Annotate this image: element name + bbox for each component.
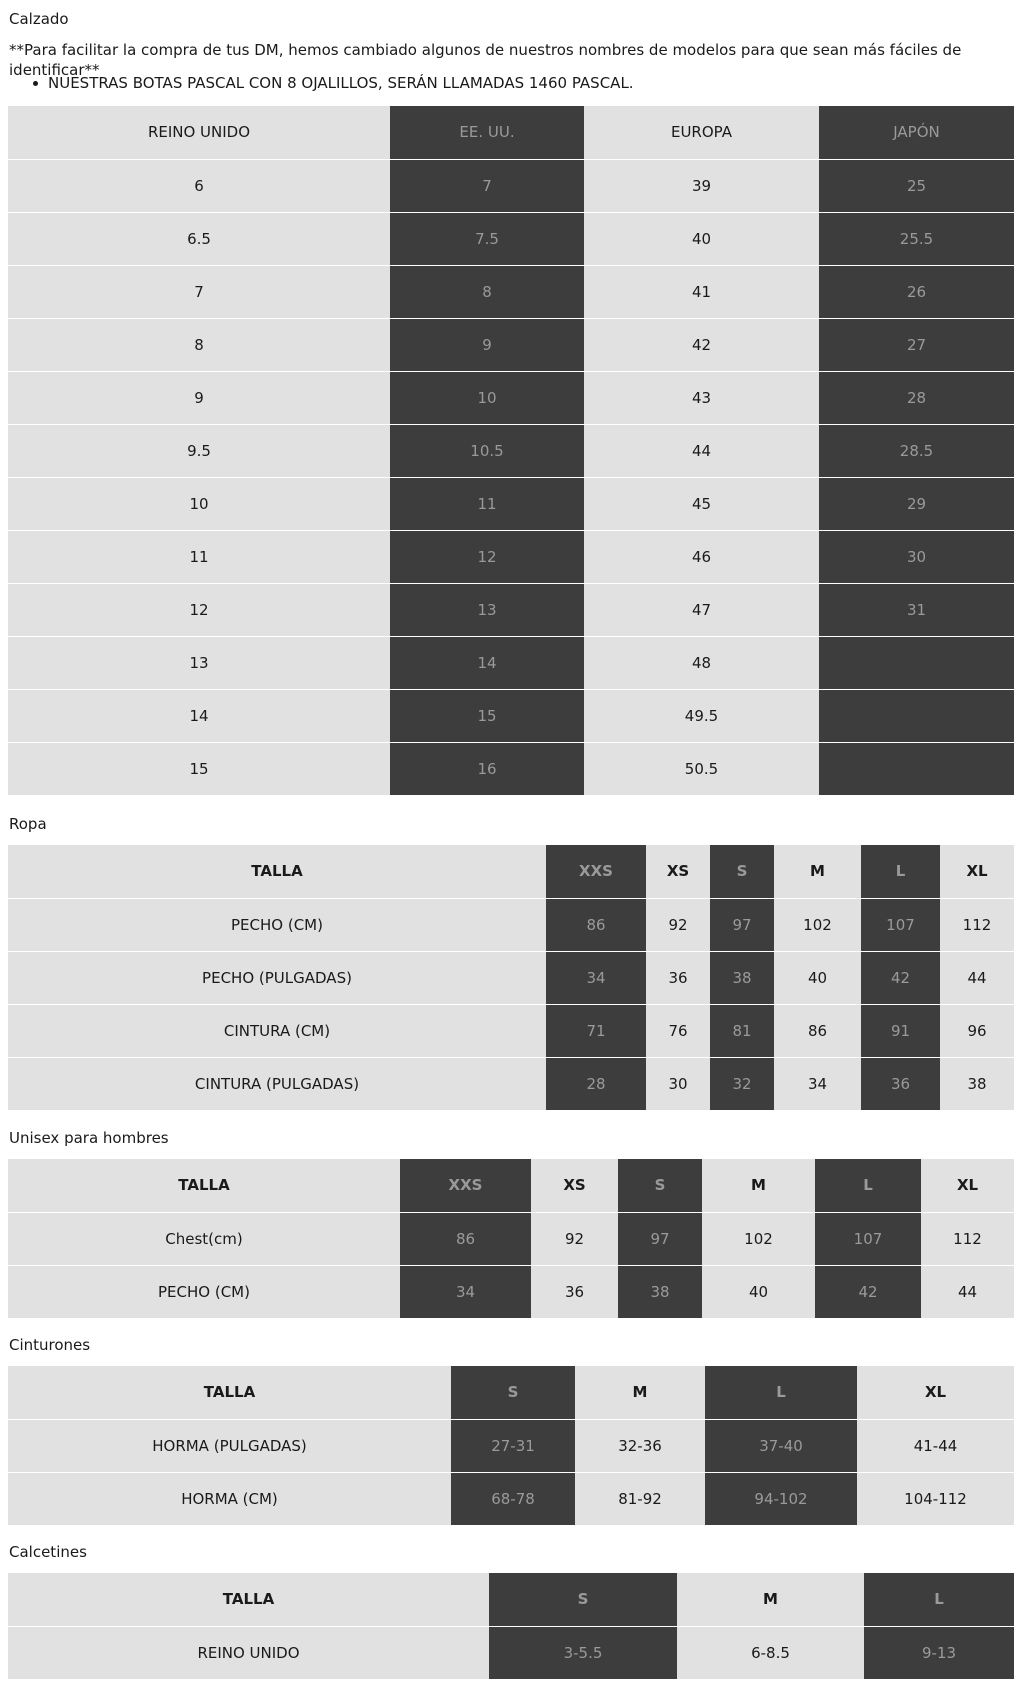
table-row [8, 318, 1014, 371]
table-cell: 86 [546, 898, 646, 951]
table-cell [819, 742, 1014, 795]
column-header: S [489, 1573, 677, 1626]
table-header-row [8, 1366, 1014, 1419]
table-cell: CINTURA (PULGADAS) [8, 1057, 546, 1110]
table-row [8, 1057, 1014, 1110]
column-header: S [710, 845, 774, 898]
table-cell: 36 [861, 1057, 940, 1110]
table-cell: 15 [390, 689, 584, 742]
table-cell: 8 [8, 318, 390, 371]
column-header: EUROPA [584, 106, 819, 159]
column-header: L [861, 845, 940, 898]
table-cell: 34 [546, 951, 646, 1004]
table-header-row [8, 845, 1014, 898]
column-header: TALLA [8, 1159, 400, 1212]
table-cell [819, 636, 1014, 689]
table-row [8, 265, 1014, 318]
table-cell: 76 [646, 1004, 710, 1057]
table-row [8, 742, 1014, 795]
table-cell: 81-92 [575, 1472, 705, 1525]
table-cell: 86 [400, 1212, 531, 1265]
table-row [8, 530, 1014, 583]
column-header: M [677, 1573, 864, 1626]
column-header: M [702, 1159, 815, 1212]
table-cell: 42 [584, 318, 819, 371]
table-cell: 30 [646, 1057, 710, 1110]
table-cell: 25.5 [819, 212, 1014, 265]
footwear-size-table [8, 106, 1014, 795]
clothing-title: Ropa [9, 815, 47, 833]
notice-item: NUESTRAS BOTAS PASCAL CON 8 OJALILLOS, SERÁN LLAMADAS 1460 PASCAL. [30, 73, 634, 93]
unisex-size-table [8, 1159, 1014, 1318]
table-cell: 7 [390, 159, 584, 212]
table-cell: 29 [819, 477, 1014, 530]
column-header: XXS [546, 845, 646, 898]
table-cell: 34 [774, 1057, 861, 1110]
table-row [8, 583, 1014, 636]
table-cell: 50.5 [584, 742, 819, 795]
table-cell: 92 [531, 1212, 618, 1265]
table-cell: 6 [8, 159, 390, 212]
column-header: S [618, 1159, 702, 1212]
table-cell: 38 [940, 1057, 1014, 1110]
footwear-title: Calzado [9, 10, 69, 28]
table-cell: 25 [819, 159, 1014, 212]
table-cell: 14 [8, 689, 390, 742]
column-header: REINO UNIDO [8, 106, 390, 159]
table-header-row [8, 106, 1014, 159]
table-cell: 96 [940, 1004, 1014, 1057]
table-row [8, 371, 1014, 424]
table-cell: 32 [710, 1057, 774, 1110]
table-cell: 11 [8, 530, 390, 583]
table-cell: REINO UNIDO [8, 1626, 489, 1679]
table-row [8, 1212, 1014, 1265]
table-cell: 39 [584, 159, 819, 212]
table-cell: 13 [8, 636, 390, 689]
table-row [8, 424, 1014, 477]
socks-size-table [8, 1573, 1014, 1679]
table-cell: 107 [815, 1212, 921, 1265]
table-cell: 7.5 [390, 212, 584, 265]
table-cell: 7 [8, 265, 390, 318]
belts-title: Cinturones [9, 1336, 91, 1354]
table-cell: 6-8.5 [677, 1626, 864, 1679]
table-cell: 38 [618, 1265, 702, 1318]
notice-list [30, 73, 634, 93]
table-row [8, 689, 1014, 742]
table-cell: HORMA (CM) [8, 1472, 451, 1525]
table-cell: 71 [546, 1004, 646, 1057]
table-cell: Chest(cm) [8, 1212, 400, 1265]
column-header: XS [531, 1159, 618, 1212]
unisex-title: Unisex para hombres [9, 1129, 169, 1147]
table-cell: 12 [8, 583, 390, 636]
column-header: TALLA [8, 845, 546, 898]
table-cell: 10 [8, 477, 390, 530]
table-cell: 45 [584, 477, 819, 530]
table-cell: 97 [710, 898, 774, 951]
table-cell: 3-5.5 [489, 1626, 677, 1679]
table-cell: 37-40 [705, 1419, 857, 1472]
table-cell: 81 [710, 1004, 774, 1057]
table-cell: 27-31 [451, 1419, 575, 1472]
table-cell: 38 [710, 951, 774, 1004]
table-row [8, 1472, 1014, 1525]
table-cell: PECHO (PULGADAS) [8, 951, 546, 1004]
column-header: XL [857, 1366, 1014, 1419]
table-row [8, 1419, 1014, 1472]
column-header: XS [646, 845, 710, 898]
table-cell: 27 [819, 318, 1014, 371]
table-cell: 28.5 [819, 424, 1014, 477]
table-cell: 10.5 [390, 424, 584, 477]
table-cell [819, 689, 1014, 742]
table-cell: 11 [390, 477, 584, 530]
table-cell: CINTURA (CM) [8, 1004, 546, 1057]
table-header-row [8, 1573, 1014, 1626]
column-header: TALLA [8, 1366, 451, 1419]
table-cell: 86 [774, 1004, 861, 1057]
table-cell: 9.5 [8, 424, 390, 477]
table-cell: 9 [8, 371, 390, 424]
table-cell: 12 [390, 530, 584, 583]
table-cell: 112 [921, 1212, 1014, 1265]
table-cell: 102 [774, 898, 861, 951]
table-row [8, 477, 1014, 530]
table-row [8, 212, 1014, 265]
table-cell: 36 [531, 1265, 618, 1318]
table-cell: 15 [8, 742, 390, 795]
table-cell: 42 [861, 951, 940, 1004]
table-cell: 34 [400, 1265, 531, 1318]
socks-title: Calcetines [9, 1543, 87, 1561]
table-cell: 26 [819, 265, 1014, 318]
table-row [8, 1265, 1014, 1318]
table-cell: 42 [815, 1265, 921, 1318]
column-header: TALLA [8, 1573, 489, 1626]
table-cell: 30 [819, 530, 1014, 583]
table-header-row [8, 1159, 1014, 1212]
table-row [8, 1626, 1014, 1679]
table-cell: 40 [584, 212, 819, 265]
table-cell: 14 [390, 636, 584, 689]
table-cell: 44 [940, 951, 1014, 1004]
table-cell: 92 [646, 898, 710, 951]
column-header: L [815, 1159, 921, 1212]
table-cell: PECHO (CM) [8, 1265, 400, 1318]
table-cell: 31 [819, 583, 1014, 636]
table-cell: 10 [390, 371, 584, 424]
table-cell: 9 [390, 318, 584, 371]
table-cell: 8 [390, 265, 584, 318]
column-header: XL [940, 845, 1014, 898]
table-row [8, 898, 1014, 951]
table-cell: 112 [940, 898, 1014, 951]
column-header: S [451, 1366, 575, 1419]
table-cell: 40 [774, 951, 861, 1004]
column-header: EE. UU. [390, 106, 584, 159]
table-cell: 6.5 [8, 212, 390, 265]
table-row [8, 1004, 1014, 1057]
table-cell: 32-36 [575, 1419, 705, 1472]
table-cell: 9-13 [864, 1626, 1014, 1679]
table-cell: 94-102 [705, 1472, 857, 1525]
table-cell: 48 [584, 636, 819, 689]
table-cell: 91 [861, 1004, 940, 1057]
column-header: XXS [400, 1159, 531, 1212]
table-cell: HORMA (PULGADAS) [8, 1419, 451, 1472]
table-cell: 49.5 [584, 689, 819, 742]
table-row [8, 159, 1014, 212]
table-cell: 40 [702, 1265, 815, 1318]
table-cell: 44 [584, 424, 819, 477]
table-row [8, 951, 1014, 1004]
table-cell: 28 [546, 1057, 646, 1110]
table-cell: 16 [390, 742, 584, 795]
column-header: XL [921, 1159, 1014, 1212]
table-cell: 68-78 [451, 1472, 575, 1525]
table-cell: 36 [646, 951, 710, 1004]
table-cell: 44 [921, 1265, 1014, 1318]
clothing-size-table [8, 845, 1014, 1110]
table-cell: 46 [584, 530, 819, 583]
column-header: M [774, 845, 861, 898]
model-name-notice: **Para facilitar la compra de tus DM, hemos cambiado algunos de nuestros nombres de modelos para que sean más fáciles de identificar** [9, 41, 962, 79]
table-row [8, 636, 1014, 689]
table-cell: 13 [390, 583, 584, 636]
table-cell: 104-112 [857, 1472, 1014, 1525]
column-header: M [575, 1366, 705, 1419]
table-cell: 97 [618, 1212, 702, 1265]
table-cell: 102 [702, 1212, 815, 1265]
table-cell: 41 [584, 265, 819, 318]
table-cell: 47 [584, 583, 819, 636]
table-cell: 107 [861, 898, 940, 951]
column-header: JAPÓN [819, 106, 1014, 159]
table-cell: 41-44 [857, 1419, 1014, 1472]
belts-size-table [8, 1366, 1014, 1525]
column-header: L [705, 1366, 857, 1419]
table-cell: PECHO (CM) [8, 898, 546, 951]
table-cell: 43 [584, 371, 819, 424]
column-header: L [864, 1573, 1014, 1626]
table-cell: 28 [819, 371, 1014, 424]
